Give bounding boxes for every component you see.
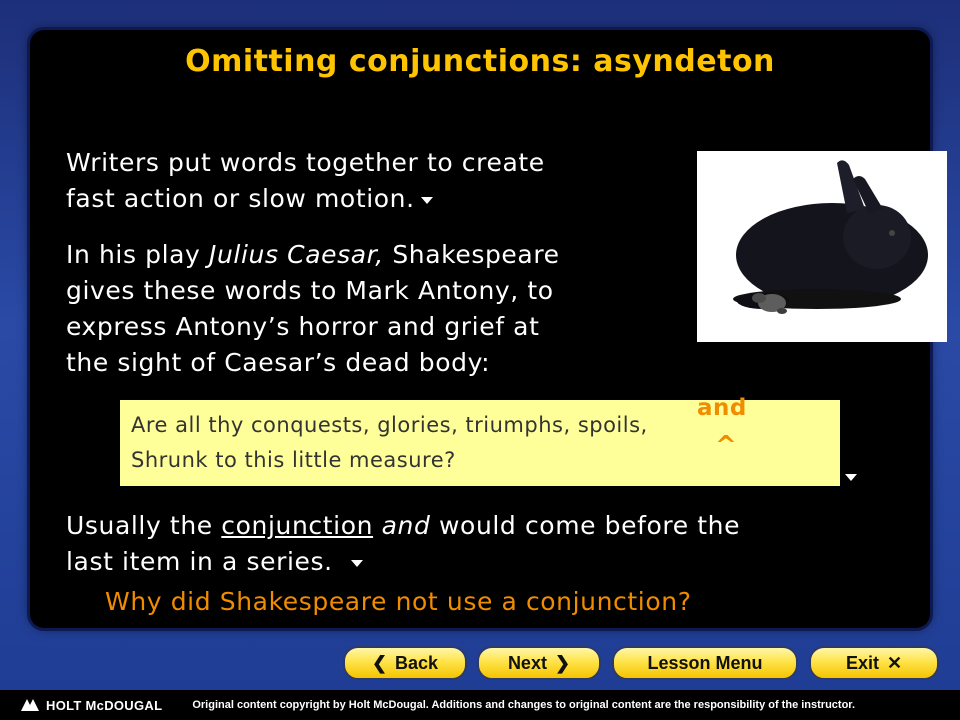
- copyright-notice: Original content copyright by Holt McDougal. Additions and changes to original content are the responsibility of the instructor.: [192, 699, 856, 711]
- advance-triangle-icon[interactable]: [421, 197, 433, 204]
- play-line-1: In his play Julius Caesar, Shakespeare: [66, 240, 560, 269]
- shakespeare-quote: [131, 408, 648, 478]
- advance-triangle-icon[interactable]: [845, 474, 857, 481]
- back-button[interactable]: [343, 646, 467, 680]
- advance-triangle-icon[interactable]: [351, 560, 363, 567]
- intro-line-2: fast action or slow motion.: [66, 181, 545, 217]
- exit-button[interactable]: [809, 646, 939, 680]
- back-label: Back: [395, 652, 439, 673]
- intro-paragraph: [66, 145, 545, 217]
- close-icon: ✕: [886, 652, 903, 673]
- rabbit-turtle-image: [697, 151, 947, 342]
- conjunction-line-2: last item in a series.: [66, 544, 740, 580]
- publisher-logo: [20, 698, 162, 713]
- play-line-3: express Antony’s horror and grief at: [66, 312, 540, 341]
- slide-title: Omitting conjunctions: asyndeton: [185, 44, 775, 79]
- chevron-left-icon: ❮: [371, 652, 388, 673]
- inserted-and-label: and: [697, 395, 747, 421]
- play-line-4: the sight of Caesar’s dead body:: [66, 348, 491, 377]
- quote-line-1: Are all thy conquests, glories, triumphs, spoils,: [131, 413, 648, 437]
- lesson-menu-button[interactable]: [612, 646, 798, 680]
- footer: [0, 690, 960, 720]
- play-title: Julius Caesar,: [209, 240, 384, 269]
- play-paragraph: [66, 237, 560, 381]
- lesson-menu-label: Lesson Menu: [647, 652, 763, 673]
- holt-logo-icon: [20, 698, 40, 712]
- insertion-caret: ^: [715, 431, 737, 461]
- brand-name: HOLT McDOUGAL: [46, 697, 163, 713]
- discussion-question: Why did Shakespeare not use a conjunction?: [105, 587, 692, 616]
- play-line-2: gives these words to Mark Antony, to: [66, 276, 554, 305]
- next-button[interactable]: [477, 646, 601, 680]
- chevron-right-icon: ❯: [554, 652, 571, 673]
- next-label: Next: [507, 652, 547, 673]
- exit-label: Exit: [845, 652, 879, 673]
- conjunction-paragraph: [66, 508, 740, 580]
- quote-line-2: Shrunk to this little measure?: [131, 448, 456, 472]
- conjunction-line-1: Usually the conjunction and would come before the: [66, 511, 741, 540]
- intro-line-1: Writers put words together to create: [66, 148, 545, 177]
- conjunction-link[interactable]: conjunction: [221, 511, 374, 540]
